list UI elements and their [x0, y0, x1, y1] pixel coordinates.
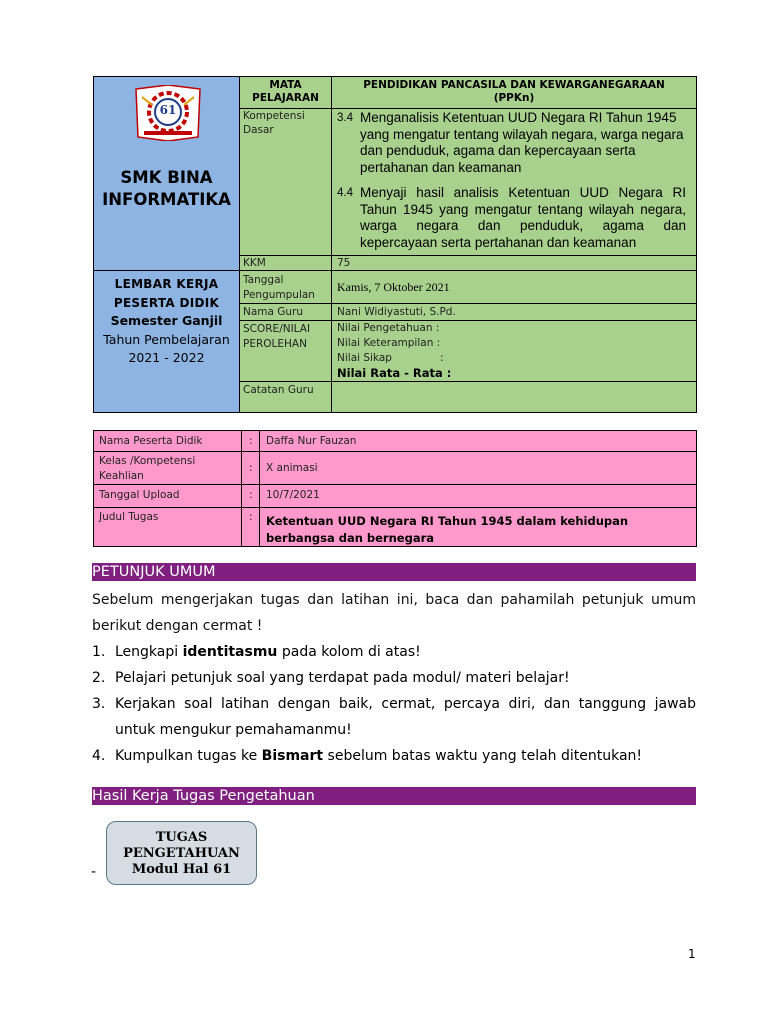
catatan-label-cell: Catatan Guru — [239, 381, 332, 413]
school-name: SMK BINA INFORMATIKA — [102, 168, 231, 209]
score-label-cell: SCORE/NILAI PEROLEHAN — [239, 320, 332, 382]
student-kelas-value[interactable]: X animasi — [259, 451, 697, 485]
box-line3: Modul Hal 61 — [131, 862, 232, 877]
student-label-cell: Tanggal Upload — [93, 484, 242, 508]
kd-label-cell: Kompetensi Dasar — [239, 108, 332, 256]
year-label: Tahun Pembelajaran — [103, 331, 230, 347]
tugas-pengetahuan-box[interactable] — [106, 821, 257, 885]
nilai-pengetahuan: Nilai Pengetahuan : — [337, 322, 440, 334]
student-label-cell: Nama Peserta Didik — [93, 430, 242, 452]
colon-cell: : — [241, 507, 260, 547]
mapel-label-cell: MATA PELAJARAN — [239, 76, 332, 109]
hasil-heading: Hasil Kerja Tugas Pengetahuan — [92, 787, 696, 805]
kkm-label-cell: KKM — [239, 255, 332, 271]
kkm-value-cell: 75 — [331, 255, 697, 271]
logo-number: 61 — [159, 103, 177, 117]
box-line1: TUGAS — [155, 830, 208, 845]
school-logo — [132, 85, 204, 141]
nilai-rata-rata: Nilai Rata - Rata : — [337, 366, 452, 380]
colon-cell: : — [241, 484, 260, 508]
guru-value-cell: Nani Widiyastuti, S.Pd. — [331, 303, 697, 321]
student-upload-value[interactable]: 10/7/2021 — [259, 484, 697, 508]
kd-item-2: 4.4 Menyaji hasil analisis Ketentuan UUD Negara RI Tahun 1945 yang mengatur tentang wilayah negara, warga negara dan penduduk, agama dan kepercayaan serta pertahanan dan keamanan — [337, 185, 686, 250]
student-name-value[interactable]: Daffa Nur Fauzan — [259, 430, 697, 452]
pengumpulan-label-cell: Tanggal Pengumpulan — [239, 270, 332, 304]
student-judul-value[interactable]: Ketentuan UUD Negara RI Tahun 1945 dalam kehidupan berbangsa dan bernegara — [259, 507, 697, 547]
nilai-sikap: Nilai Sikap : — [337, 352, 444, 364]
lkpd-cell — [93, 270, 240, 413]
guru-label-cell: Nama Guru — [239, 303, 332, 321]
mapel-value-cell: PENDIDIKAN PANCASILA DAN KEWARGANEGARAAN (PPKn) — [331, 76, 697, 109]
catatan-value-cell[interactable] — [331, 381, 697, 413]
school-cell — [93, 76, 240, 271]
nilai-keterampilan: Nilai Keterampilan : — [337, 337, 441, 349]
score-value-cell — [331, 320, 697, 382]
pengumpulan-value-cell: Kamis, 7 Oktober 2021 — [331, 270, 697, 304]
bullet-dash: - — [91, 864, 97, 880]
student-label-cell: Judul Tugas — [93, 507, 242, 547]
colon-cell: : — [241, 451, 260, 485]
petunjuk-intro: Sebelum mengerjakan tugas dan latihan ini, baca dan pahamilah petunjuk umum berikut dengan cermat ! — [92, 592, 696, 634]
box-line2: PENGETAHUAN — [123, 846, 240, 861]
lkpd-line2: PESERTA DIDIK — [113, 295, 220, 310]
semester: Semester Ganjil — [110, 313, 223, 328]
year: 2021 - 2022 — [128, 350, 205, 365]
kd-value-cell — [331, 108, 697, 256]
colon-cell: : — [241, 430, 260, 452]
page-number: 1 — [688, 947, 696, 961]
petunjuk-heading: PETUNJUK UMUM — [92, 563, 696, 581]
kd-item-1: 3.4 Menganalisis Ketentuan UUD Negara RI Tahun 1945 yang mengatur tentang wilayah negara, warga negara dan penduduk, agama dan kepercayaan serta pertahanan dan keamanan — [337, 110, 684, 175]
lkpd-line1: LEMBAR KERJA — [114, 277, 219, 291]
student-label-cell: Kelas /Kompetensi Keahlian — [93, 451, 242, 485]
